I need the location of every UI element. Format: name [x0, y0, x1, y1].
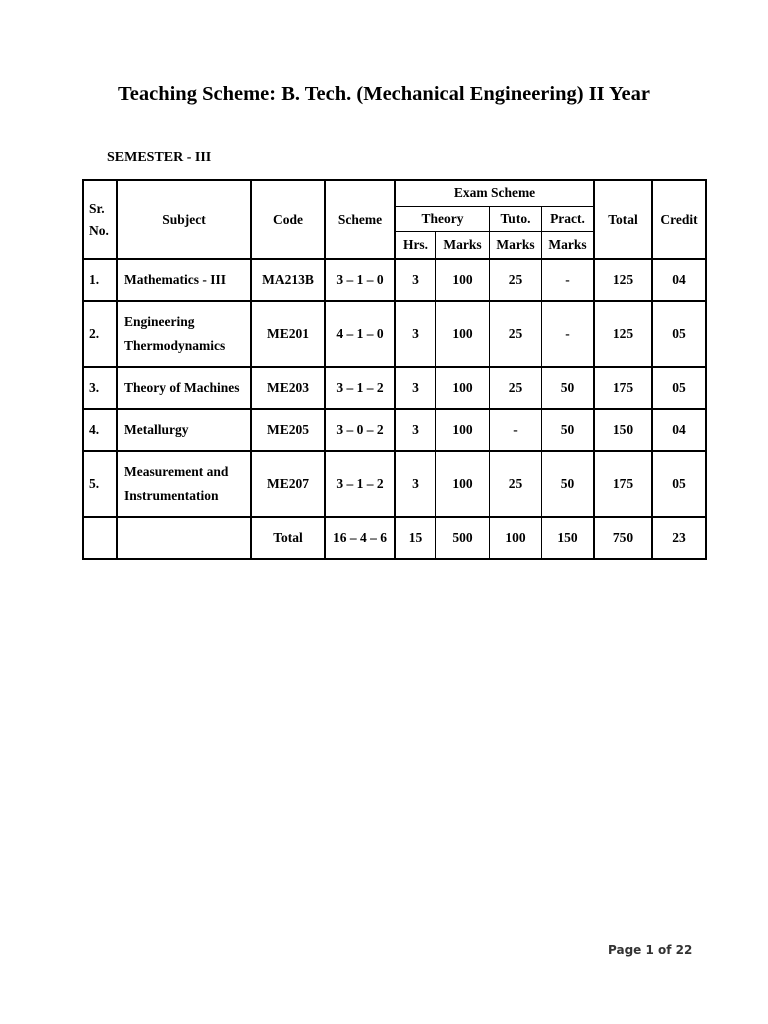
row-theory-marks: 100 [436, 410, 490, 452]
header-tuto-marks: Marks [490, 232, 542, 260]
row-credit: 05 [653, 302, 707, 368]
row-scheme: 3 – 1 – 2 [326, 368, 396, 410]
row-code: MA213B [252, 260, 326, 302]
row-credit: 05 [653, 368, 707, 410]
table-row [84, 368, 707, 410]
totals-row [84, 518, 707, 560]
row-code: ME205 [252, 410, 326, 452]
row-subject-line2: Thermodynamics [124, 338, 226, 353]
row-credit: 04 [653, 260, 707, 302]
row-theory-marks: 100 [436, 452, 490, 518]
row-subject [118, 302, 252, 368]
row-theory-marks: 100 [436, 260, 490, 302]
row-total: 175 [595, 452, 653, 518]
totals-label: Total [252, 518, 326, 560]
row-sr: 3. [84, 368, 118, 410]
header-exam-scheme: Exam Scheme [396, 181, 595, 207]
row-subject-line1: Measurement and [124, 464, 229, 479]
row-scheme: 3 – 1 – 2 [326, 452, 396, 518]
row-total: 125 [595, 302, 653, 368]
table-row [84, 452, 707, 518]
header-hrs: Hrs. [396, 232, 436, 260]
header-credit: Credit [653, 181, 707, 260]
row-total: 125 [595, 260, 653, 302]
page-number: Page 1 of 22 [608, 943, 693, 957]
row-sr: 5. [84, 452, 118, 518]
header-subject: Subject [118, 181, 252, 260]
row-credit: 04 [653, 410, 707, 452]
totals-subject-empty [118, 518, 252, 560]
header-tuto: Tuto. [490, 207, 542, 232]
row-pract-marks: - [542, 302, 595, 368]
row-hrs: 3 [396, 302, 436, 368]
row-scheme: 3 – 0 – 2 [326, 410, 396, 452]
totals-tuto-marks: 100 [490, 518, 542, 560]
row-sr: 1. [84, 260, 118, 302]
row-tuto-marks: 25 [490, 368, 542, 410]
teaching-scheme-table [82, 179, 707, 560]
header-sr-no [84, 181, 118, 260]
row-tuto-marks: 25 [490, 302, 542, 368]
totals-theory-marks: 500 [436, 518, 490, 560]
header-code: Code [252, 181, 326, 260]
row-subject-line2: Instrumentation [124, 488, 219, 503]
header-sr-line1: Sr. [89, 200, 105, 216]
row-code: ME201 [252, 302, 326, 368]
header-total: Total [595, 181, 653, 260]
row-subject-line1: Engineering [124, 314, 195, 329]
row-subject [118, 452, 252, 518]
row-credit: 05 [653, 452, 707, 518]
row-scheme: 3 – 1 – 0 [326, 260, 396, 302]
header-theory-marks: Marks [436, 232, 490, 260]
totals-credit: 23 [653, 518, 707, 560]
totals-hrs: 15 [396, 518, 436, 560]
header-theory: Theory [396, 207, 490, 232]
table-row [84, 410, 707, 452]
row-tuto-marks: 25 [490, 260, 542, 302]
row-total: 150 [595, 410, 653, 452]
row-code: ME207 [252, 452, 326, 518]
row-pract-marks: 50 [542, 452, 595, 518]
row-hrs: 3 [396, 410, 436, 452]
table-row [84, 260, 707, 302]
header-scheme: Scheme [326, 181, 396, 260]
row-subject: Metallurgy [118, 410, 252, 452]
row-hrs: 3 [396, 368, 436, 410]
page-title: Teaching Scheme: B. Tech. (Mechanical Engineering) II Year [117, 83, 651, 105]
header-sr-line2: No. [89, 222, 109, 238]
row-subject: Theory of Machines [118, 368, 252, 410]
semester-label: SEMESTER - III [107, 150, 212, 165]
row-hrs: 3 [396, 260, 436, 302]
totals-pract-marks: 150 [542, 518, 595, 560]
totals-scheme: 16 – 4 – 6 [326, 518, 396, 560]
row-hrs: 3 [396, 452, 436, 518]
table-row [84, 302, 707, 368]
row-scheme: 4 – 1 – 0 [326, 302, 396, 368]
row-pract-marks: 50 [542, 410, 595, 452]
row-theory-marks: 100 [436, 368, 490, 410]
row-code: ME203 [252, 368, 326, 410]
row-theory-marks: 100 [436, 302, 490, 368]
row-pract-marks: - [542, 260, 595, 302]
row-subject: Mathematics - III [118, 260, 252, 302]
header-pract-marks: Marks [542, 232, 595, 260]
header-pract: Pract. [542, 207, 595, 232]
totals-total: 750 [595, 518, 653, 560]
header-row [84, 181, 707, 207]
row-tuto-marks: - [490, 410, 542, 452]
row-pract-marks: 50 [542, 368, 595, 410]
row-sr: 4. [84, 410, 118, 452]
row-tuto-marks: 25 [490, 452, 542, 518]
totals-sr-empty [84, 518, 118, 560]
row-sr: 2. [84, 302, 118, 368]
row-total: 175 [595, 368, 653, 410]
